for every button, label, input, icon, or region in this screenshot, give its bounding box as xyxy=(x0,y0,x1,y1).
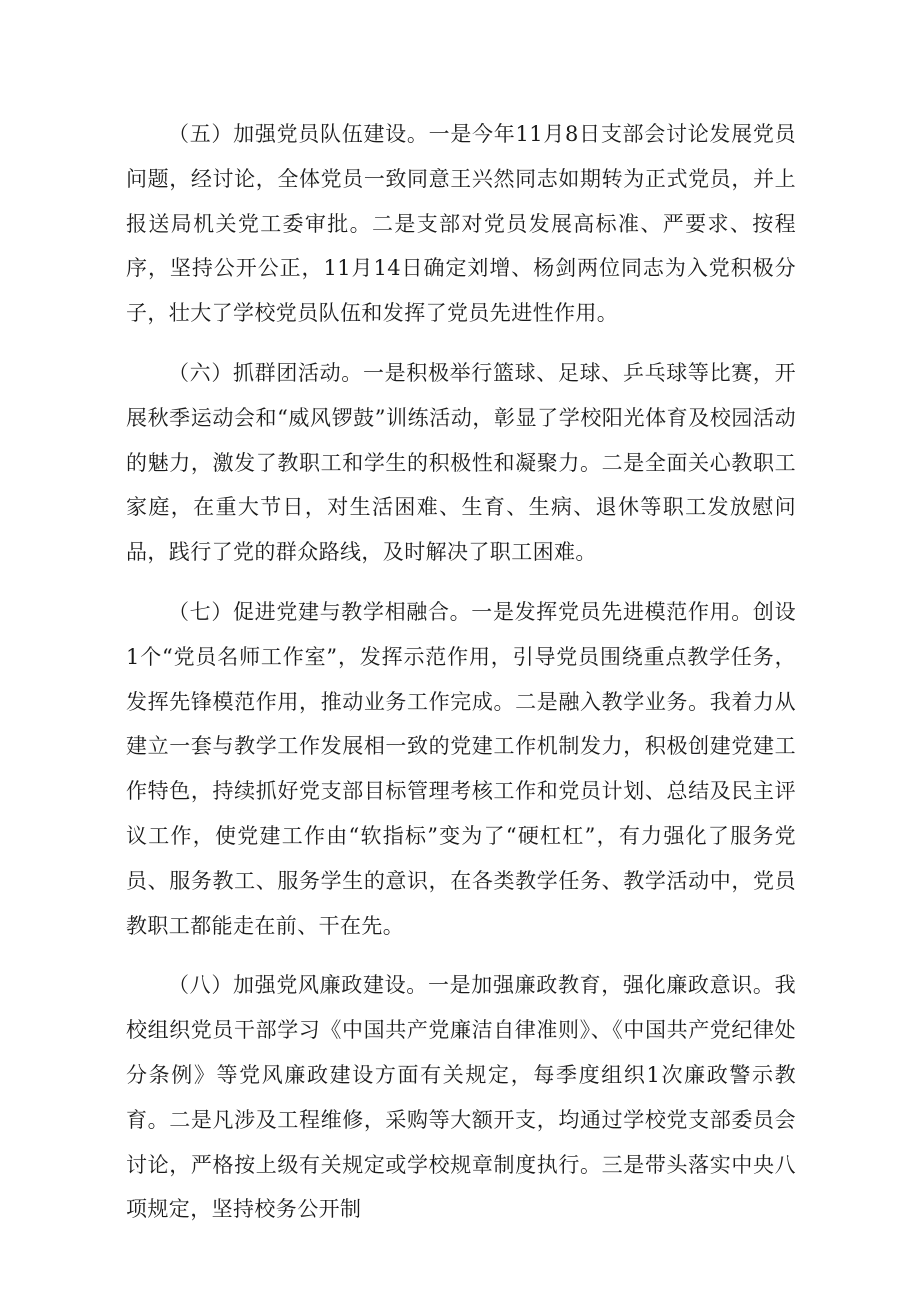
paragraph-five: （五）加强党员队伍建设。一是今年11月8日支部会讨论发展党员问题，经讨论，全体党员一致同意王兴然同志如期转为正式党员，并上报送局机关党工委审批。二是支部对党员发展高标准、严要求、按程序，坚持公开公正，11月14日确定刘增、杨剑两位同志为入党积极分子，壮大了学校党员队伍和发挥了党员先进性作用。 xyxy=(126,122,796,326)
paragraph-seven: （七）促进党建与教学相融合。一是发挥党员先进模范作用。创设1个“党员名师工作室”，发挥示范作用，引导党员围绕重点教学任务，发挥先锋模范作用，推动业务工作完成。二是融入教学业务。我着力从建立一套与教学工作发展相一致的党建工作机制发力，积极创建党建工作特色，持续抓好党支部目标管理考核工作和党员计划、总结及民主评议工作，使党建工作由“软指标”变为了“硬杠杠”，有力强化了服务党员、服务教工、服务学生的意识，在各类教学任务、教学活动中，党员教职工都能走在前、干在先。 xyxy=(126,599,796,938)
document-body xyxy=(126,112,796,1247)
paragraph-eight: （八）加强党风廉政建设。一是加强廉政教育，强化廉政意识。我校组织党员干部学习《中国共产党廉洁自律准则》、《中国共产党纪律处分条例》等党风廉政建设方面有关规定，每季度组织1次廉政警示教育。二是凡涉及工程维修，采购等大额开支，均通过学校党支部委员会讨论，严格按上级有关规定或学校规章制度执行。三是带头落实中央八项规定，坚持校务公开制 xyxy=(126,973,796,1222)
paragraph-six: （六）抓群团活动。一是积极举行篮球、足球、乒乓球等比赛，开展秋季运动会和“威风锣鼓”训练活动，彰显了学校阳光体育及校园活动的魅力，激发了教职工和学生的积极性和凝聚力。二是全面关心教职工家庭，在重大节日，对生活困难、生育、生病、退休等职工发放慰问品，践行了党的群众路线，及时解决了职工困难。 xyxy=(126,360,796,565)
